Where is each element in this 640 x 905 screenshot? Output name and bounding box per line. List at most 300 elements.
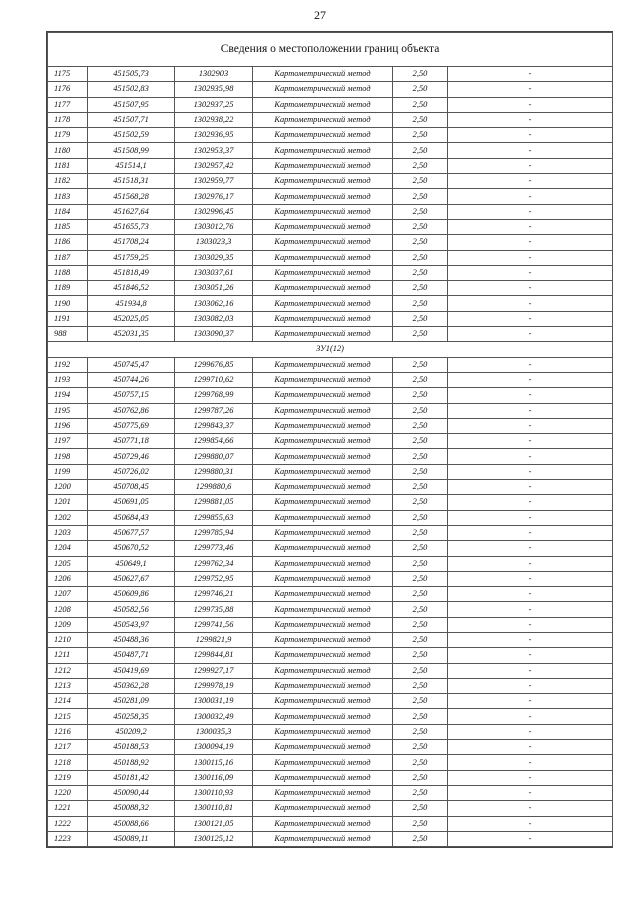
accuracy-cell: 2,50 <box>393 174 448 189</box>
description-cell: - <box>448 434 613 449</box>
y-coordinate-cell: 1300032,49 <box>175 709 253 724</box>
x-coordinate-cell: 450582,56 <box>88 602 175 617</box>
x-coordinate-cell: 450188,92 <box>88 755 175 770</box>
method-cell: Картометрический метод <box>253 67 393 82</box>
table-row <box>48 311 613 326</box>
method-cell: Картометрический метод <box>253 235 393 250</box>
method-cell: Картометрический метод <box>253 434 393 449</box>
description-cell: - <box>448 525 613 540</box>
x-coordinate-cell: 451568,28 <box>88 189 175 204</box>
x-coordinate-cell: 451627,64 <box>88 204 175 219</box>
x-coordinate-cell: 450744,26 <box>88 372 175 387</box>
y-coordinate-cell: 1299787,26 <box>175 403 253 418</box>
y-coordinate-cell: 1299927,17 <box>175 663 253 678</box>
x-coordinate-cell: 451502,83 <box>88 82 175 97</box>
point-number-cell: 1204 <box>48 541 88 556</box>
point-number-cell: 1198 <box>48 449 88 464</box>
y-coordinate-cell: 1300094,19 <box>175 740 253 755</box>
method-cell: Картометрический метод <box>253 281 393 296</box>
table-row <box>48 128 613 143</box>
point-number-cell: 1208 <box>48 602 88 617</box>
description-cell: - <box>448 189 613 204</box>
accuracy-cell: 2,50 <box>393 648 448 663</box>
table-row <box>48 296 613 311</box>
x-coordinate-cell: 450708,45 <box>88 480 175 495</box>
table-row <box>48 158 613 173</box>
accuracy-cell: 2,50 <box>393 831 448 846</box>
x-coordinate-cell: 451502,59 <box>88 128 175 143</box>
table-row <box>48 755 613 770</box>
method-cell: Картометрический метод <box>253 495 393 510</box>
description-cell: - <box>448 709 613 724</box>
description-cell: - <box>448 694 613 709</box>
accuracy-cell: 2,50 <box>393 587 448 602</box>
y-coordinate-cell: 1299821,9 <box>175 632 253 647</box>
method-cell: Картометрический метод <box>253 174 393 189</box>
y-coordinate-cell: 1303062,16 <box>175 296 253 311</box>
point-number-cell: 1205 <box>48 556 88 571</box>
description-cell: - <box>448 82 613 97</box>
point-number-cell: 1219 <box>48 770 88 785</box>
description-cell: - <box>448 357 613 372</box>
point-number-cell: 1176 <box>48 82 88 97</box>
y-coordinate-cell: 1299676,85 <box>175 357 253 372</box>
table-row <box>48 372 613 387</box>
y-coordinate-cell: 1302936,95 <box>175 128 253 143</box>
table-row <box>48 357 613 372</box>
x-coordinate-cell: 451759,25 <box>88 250 175 265</box>
point-number-cell: 1182 <box>48 174 88 189</box>
y-coordinate-cell: 1300115,16 <box>175 755 253 770</box>
method-cell: Картометрический метод <box>253 510 393 525</box>
x-coordinate-cell: 450691,05 <box>88 495 175 510</box>
y-coordinate-cell: 1303023,3 <box>175 235 253 250</box>
x-coordinate-cell: 450488,36 <box>88 632 175 647</box>
accuracy-cell: 2,50 <box>393 770 448 785</box>
x-coordinate-cell: 451514,1 <box>88 158 175 173</box>
point-number-cell: 1197 <box>48 434 88 449</box>
y-coordinate-cell: 1299741,56 <box>175 617 253 632</box>
description-cell: - <box>448 372 613 387</box>
y-coordinate-cell: 1302959,77 <box>175 174 253 189</box>
x-coordinate-cell: 450088,32 <box>88 801 175 816</box>
description-cell: - <box>448 816 613 831</box>
accuracy-cell: 2,50 <box>393 189 448 204</box>
y-coordinate-cell: 1300110,81 <box>175 801 253 816</box>
accuracy-cell: 2,50 <box>393 327 448 342</box>
accuracy-cell: 2,50 <box>393 418 448 433</box>
method-cell: Картометрический метод <box>253 311 393 326</box>
y-coordinate-cell: 1302957,42 <box>175 158 253 173</box>
method-cell: Картометрический метод <box>253 617 393 632</box>
accuracy-cell: 2,50 <box>393 602 448 617</box>
method-cell: Картометрический метод <box>253 556 393 571</box>
y-coordinate-cell: 1299978,19 <box>175 678 253 693</box>
point-number-cell: 1175 <box>48 67 88 82</box>
description-cell: - <box>448 571 613 586</box>
table-row <box>48 770 613 785</box>
table-row <box>48 587 613 602</box>
table-row <box>48 174 613 189</box>
table-row <box>48 97 613 112</box>
point-number-cell: 1199 <box>48 464 88 479</box>
table-row <box>48 816 613 831</box>
method-cell: Картометрический метод <box>253 296 393 311</box>
point-number-cell: 1211 <box>48 648 88 663</box>
table-row <box>48 510 613 525</box>
accuracy-cell: 2,50 <box>393 143 448 158</box>
description-cell: - <box>448 770 613 785</box>
y-coordinate-cell: 1302935,98 <box>175 82 253 97</box>
point-number-cell: 1187 <box>48 250 88 265</box>
x-coordinate-cell: 451846,52 <box>88 281 175 296</box>
y-coordinate-cell: 1302976,17 <box>175 189 253 204</box>
method-cell: Картометрический метод <box>253 204 393 219</box>
point-number-cell: 1214 <box>48 694 88 709</box>
x-coordinate-cell: 450684,43 <box>88 510 175 525</box>
method-cell: Картометрический метод <box>253 724 393 739</box>
x-coordinate-cell: 450670,52 <box>88 541 175 556</box>
accuracy-cell: 2,50 <box>393 311 448 326</box>
x-coordinate-cell: 450649,1 <box>88 556 175 571</box>
description-cell: - <box>448 449 613 464</box>
x-coordinate-cell: 451505,73 <box>88 67 175 82</box>
description-cell: - <box>448 632 613 647</box>
x-coordinate-cell: 450089,11 <box>88 831 175 846</box>
table-row <box>48 831 613 846</box>
method-cell: Картометрический метод <box>253 372 393 387</box>
x-coordinate-cell: 451508,99 <box>88 143 175 158</box>
point-number-cell: 1192 <box>48 357 88 372</box>
table-row <box>48 480 613 495</box>
method-cell: Картометрический метод <box>253 831 393 846</box>
accuracy-cell: 2,50 <box>393 388 448 403</box>
table-row <box>48 281 613 296</box>
y-coordinate-cell: 1299880,31 <box>175 464 253 479</box>
description-cell: - <box>448 480 613 495</box>
point-number-cell: 1218 <box>48 755 88 770</box>
point-number-cell: 1220 <box>48 785 88 800</box>
boundary-table-body <box>48 33 613 847</box>
table-row <box>48 495 613 510</box>
description-cell: - <box>448 678 613 693</box>
description-cell: - <box>448 587 613 602</box>
method-cell: Картометрический метод <box>253 480 393 495</box>
table-title: Сведения о местоположении границ объекта <box>48 33 613 67</box>
point-number-cell: 1190 <box>48 296 88 311</box>
accuracy-cell: 2,50 <box>393 525 448 540</box>
table-row <box>48 663 613 678</box>
table-row <box>48 724 613 739</box>
point-number-cell: 1186 <box>48 235 88 250</box>
x-coordinate-cell: 450762,86 <box>88 403 175 418</box>
accuracy-cell: 2,50 <box>393 724 448 739</box>
table-row <box>48 541 613 556</box>
x-coordinate-cell: 451518,31 <box>88 174 175 189</box>
table-row <box>48 785 613 800</box>
accuracy-cell: 2,50 <box>393 740 448 755</box>
x-coordinate-cell: 450181,42 <box>88 770 175 785</box>
point-number-cell: 1201 <box>48 495 88 510</box>
accuracy-cell: 2,50 <box>393 219 448 234</box>
x-coordinate-cell: 451818,49 <box>88 265 175 280</box>
method-cell: Картометрический метод <box>253 265 393 280</box>
point-number-cell: 1216 <box>48 724 88 739</box>
x-coordinate-cell: 450609,86 <box>88 587 175 602</box>
method-cell: Картометрический метод <box>253 648 393 663</box>
table-row <box>48 112 613 127</box>
description-cell: - <box>448 97 613 112</box>
description-cell: - <box>448 327 613 342</box>
x-coordinate-cell: 450281,09 <box>88 694 175 709</box>
accuracy-cell: 2,50 <box>393 204 448 219</box>
page-number: 27 <box>314 8 326 22</box>
point-number-cell: 1221 <box>48 801 88 816</box>
accuracy-cell: 2,50 <box>393 617 448 632</box>
method-cell: Картометрический метод <box>253 663 393 678</box>
point-number-cell: 1193 <box>48 372 88 387</box>
table-row <box>48 556 613 571</box>
point-number-cell: 1215 <box>48 709 88 724</box>
y-coordinate-cell: 1299735,88 <box>175 602 253 617</box>
accuracy-cell: 2,50 <box>393 97 448 112</box>
table-row <box>48 143 613 158</box>
x-coordinate-cell: 452025,05 <box>88 311 175 326</box>
accuracy-cell: 2,50 <box>393 694 448 709</box>
accuracy-cell: 2,50 <box>393 82 448 97</box>
y-coordinate-cell: 1300116,09 <box>175 770 253 785</box>
y-coordinate-cell: 1303029,35 <box>175 250 253 265</box>
method-cell: Картометрический метод <box>253 388 393 403</box>
y-coordinate-cell: 1299785,94 <box>175 525 253 540</box>
accuracy-cell: 2,50 <box>393 510 448 525</box>
description-cell: - <box>448 296 613 311</box>
accuracy-cell: 2,50 <box>393 480 448 495</box>
description-cell: - <box>448 128 613 143</box>
point-number-cell: 1213 <box>48 678 88 693</box>
accuracy-cell: 2,50 <box>393 709 448 724</box>
point-number-cell: 1188 <box>48 265 88 280</box>
point-number-cell: 1223 <box>48 831 88 846</box>
description-cell: - <box>448 174 613 189</box>
method-cell: Картометрический метод <box>253 250 393 265</box>
description-cell: - <box>448 143 613 158</box>
x-coordinate-cell: 450677,57 <box>88 525 175 540</box>
point-number-cell: 1179 <box>48 128 88 143</box>
table-row <box>48 632 613 647</box>
y-coordinate-cell: 1299881,05 <box>175 495 253 510</box>
point-number-cell: 1207 <box>48 587 88 602</box>
y-coordinate-cell: 1303082,03 <box>175 311 253 326</box>
method-cell: Картометрический метод <box>253 327 393 342</box>
description-cell: - <box>448 602 613 617</box>
y-coordinate-cell: 1303012,76 <box>175 219 253 234</box>
method-cell: Картометрический метод <box>253 418 393 433</box>
description-cell: - <box>448 158 613 173</box>
y-coordinate-cell: 1302996,45 <box>175 204 253 219</box>
accuracy-cell: 2,50 <box>393 755 448 770</box>
accuracy-cell: 2,50 <box>393 571 448 586</box>
point-number-cell: 1203 <box>48 525 88 540</box>
y-coordinate-cell: 1299855,63 <box>175 510 253 525</box>
method-cell: Картометрический метод <box>253 112 393 127</box>
method-cell: Картометрический метод <box>253 587 393 602</box>
y-coordinate-cell: 1299746,21 <box>175 587 253 602</box>
y-coordinate-cell: 1299854,66 <box>175 434 253 449</box>
point-number-cell: 1184 <box>48 204 88 219</box>
description-cell: - <box>448 204 613 219</box>
x-coordinate-cell: 450757,15 <box>88 388 175 403</box>
point-number-cell: 1195 <box>48 403 88 418</box>
section-label: ЗУ1(12) <box>48 342 613 357</box>
y-coordinate-cell: 1302938,22 <box>175 112 253 127</box>
table-row <box>48 571 613 586</box>
description-cell: - <box>448 250 613 265</box>
y-coordinate-cell: 1302903 <box>175 67 253 82</box>
point-number-cell: 1178 <box>48 112 88 127</box>
point-number-cell: 1200 <box>48 480 88 495</box>
table-row <box>48 235 613 250</box>
method-cell: Картометрический метод <box>253 143 393 158</box>
x-coordinate-cell: 451708,24 <box>88 235 175 250</box>
method-cell: Картометрический метод <box>253 449 393 464</box>
description-cell: - <box>448 648 613 663</box>
point-number-cell: 1185 <box>48 219 88 234</box>
description-cell: - <box>448 510 613 525</box>
x-coordinate-cell: 450362,28 <box>88 678 175 693</box>
table-row <box>48 709 613 724</box>
accuracy-cell: 2,50 <box>393 235 448 250</box>
point-number-cell: 1217 <box>48 740 88 755</box>
table-row <box>48 189 613 204</box>
y-coordinate-cell: 1302953,37 <box>175 143 253 158</box>
accuracy-cell: 2,50 <box>393 541 448 556</box>
x-coordinate-cell: 450088,66 <box>88 816 175 831</box>
y-coordinate-cell: 1299880,07 <box>175 449 253 464</box>
y-coordinate-cell: 1299880,6 <box>175 480 253 495</box>
y-coordinate-cell: 1299773,46 <box>175 541 253 556</box>
description-cell: - <box>448 755 613 770</box>
table-row <box>48 648 613 663</box>
point-number-cell: 1180 <box>48 143 88 158</box>
accuracy-cell: 2,50 <box>393 158 448 173</box>
x-coordinate-cell: 450419,69 <box>88 663 175 678</box>
description-cell: - <box>448 663 613 678</box>
table-row <box>48 617 613 632</box>
y-coordinate-cell: 1300035,3 <box>175 724 253 739</box>
method-cell: Картометрический метод <box>253 816 393 831</box>
x-coordinate-cell: 450209,2 <box>88 724 175 739</box>
accuracy-cell: 2,50 <box>393 434 448 449</box>
x-coordinate-cell: 452031,35 <box>88 327 175 342</box>
table-row <box>48 82 613 97</box>
point-number-cell: 1181 <box>48 158 88 173</box>
x-coordinate-cell: 451934,8 <box>88 296 175 311</box>
description-cell: - <box>448 724 613 739</box>
y-coordinate-cell: 1300031,19 <box>175 694 253 709</box>
x-coordinate-cell: 450543,97 <box>88 617 175 632</box>
point-number-cell: 1212 <box>48 663 88 678</box>
method-cell: Картометрический метод <box>253 189 393 204</box>
accuracy-cell: 2,50 <box>393 112 448 127</box>
x-coordinate-cell: 450726,02 <box>88 464 175 479</box>
accuracy-cell: 2,50 <box>393 265 448 280</box>
method-cell: Картометрический метод <box>253 740 393 755</box>
point-number-cell: 1183 <box>48 189 88 204</box>
x-coordinate-cell: 450745,47 <box>88 357 175 372</box>
x-coordinate-cell: 450627,67 <box>88 571 175 586</box>
accuracy-cell: 2,50 <box>393 816 448 831</box>
point-number-cell: 1191 <box>48 311 88 326</box>
y-coordinate-cell: 1299844,81 <box>175 648 253 663</box>
accuracy-cell: 2,50 <box>393 678 448 693</box>
table-row <box>48 602 613 617</box>
table-row <box>48 67 613 82</box>
description-cell: - <box>448 403 613 418</box>
table-row <box>48 403 613 418</box>
description-cell: - <box>448 281 613 296</box>
accuracy-cell: 2,50 <box>393 281 448 296</box>
x-coordinate-cell: 450771,18 <box>88 434 175 449</box>
accuracy-cell: 2,50 <box>393 372 448 387</box>
method-cell: Картометрический метод <box>253 82 393 97</box>
boundary-table <box>47 32 613 847</box>
description-cell: - <box>448 541 613 556</box>
table-title-row <box>48 33 613 67</box>
method-cell: Картометрический метод <box>253 464 393 479</box>
x-coordinate-cell: 450258,35 <box>88 709 175 724</box>
point-number-cell: 1222 <box>48 816 88 831</box>
table-row <box>48 694 613 709</box>
y-coordinate-cell: 1302937,25 <box>175 97 253 112</box>
method-cell: Картометрический метод <box>253 357 393 372</box>
table-row <box>48 418 613 433</box>
y-coordinate-cell: 1303037,61 <box>175 265 253 280</box>
table-row <box>48 449 613 464</box>
table-row <box>48 678 613 693</box>
method-cell: Картометрический метод <box>253 525 393 540</box>
accuracy-cell: 2,50 <box>393 67 448 82</box>
point-number-cell: 1209 <box>48 617 88 632</box>
point-number-cell: 1206 <box>48 571 88 586</box>
method-cell: Картометрический метод <box>253 158 393 173</box>
method-cell: Картометрический метод <box>253 755 393 770</box>
point-number-cell: 1177 <box>48 97 88 112</box>
method-cell: Картометрический метод <box>253 801 393 816</box>
y-coordinate-cell: 1303051,26 <box>175 281 253 296</box>
point-number-cell: 1189 <box>48 281 88 296</box>
method-cell: Картометрический метод <box>253 770 393 785</box>
table-row <box>48 265 613 280</box>
description-cell: - <box>448 418 613 433</box>
accuracy-cell: 2,50 <box>393 663 448 678</box>
y-coordinate-cell: 1299768,99 <box>175 388 253 403</box>
accuracy-cell: 2,50 <box>393 403 448 418</box>
method-cell: Картометрический метод <box>253 632 393 647</box>
y-coordinate-cell: 1299762,34 <box>175 556 253 571</box>
y-coordinate-cell: 1300110,93 <box>175 785 253 800</box>
description-cell: - <box>448 464 613 479</box>
description-cell: - <box>448 388 613 403</box>
accuracy-cell: 2,50 <box>393 801 448 816</box>
description-cell: - <box>448 740 613 755</box>
description-cell: - <box>448 495 613 510</box>
table-row <box>48 327 613 342</box>
table-row <box>48 801 613 816</box>
description-cell: - <box>448 785 613 800</box>
point-number-cell: 988 <box>48 327 88 342</box>
table-row <box>48 204 613 219</box>
